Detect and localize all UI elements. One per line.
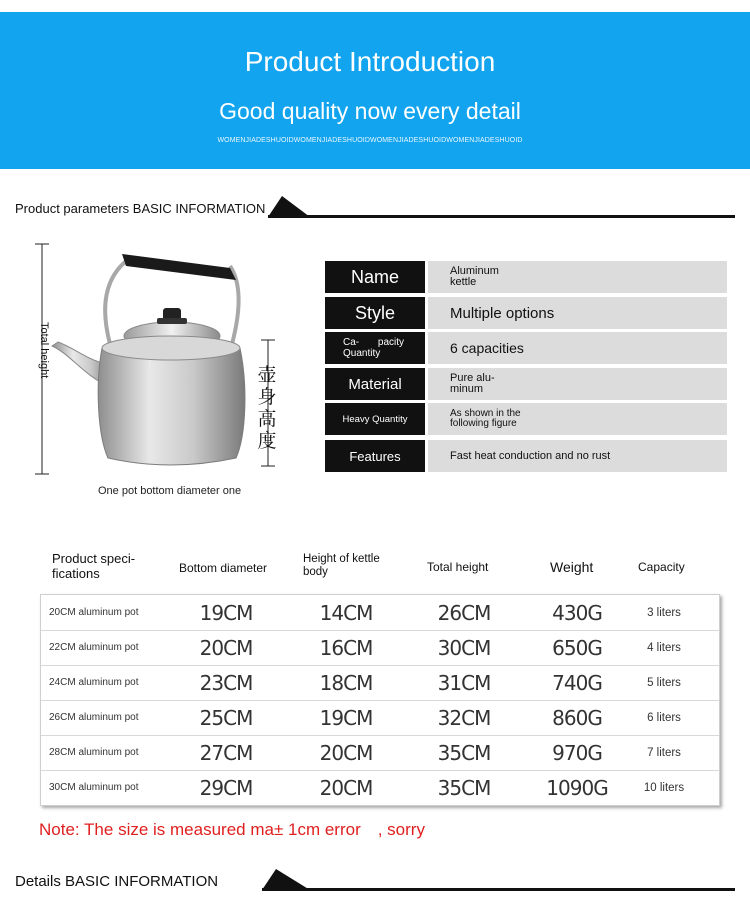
spec-cell-body-height: 19CM — [319, 705, 373, 730]
spec-cell-weight: 860G — [552, 705, 602, 730]
spec-cell-bottom: 20CM — [199, 635, 253, 660]
banner-subtitle: Good quality now every detail — [219, 98, 521, 124]
header-banner — [0, 12, 750, 169]
spec-cell-total-height: 31CM — [437, 670, 491, 695]
info-key-text: Ca- pacity Quantity — [343, 337, 405, 359]
spec-cell-body-height: 16CM — [319, 635, 373, 660]
spec-header-body-height: Height of kettle body — [303, 553, 380, 578]
spec-cell-capacity: 3 liters — [647, 606, 681, 619]
spec-cell-capacity: 10 liters — [643, 781, 685, 794]
heading-tab-shape — [268, 196, 310, 217]
info-key: Heavy Quantity — [325, 403, 425, 435]
spec-cell-bottom: 29CM — [199, 775, 253, 800]
details-heading: Details BASIC INFORMATION — [15, 873, 219, 890]
spec-cell-total-height: 35CM — [437, 775, 491, 800]
size-note: Note: The size is measured ma± 1cm error , sorry — [39, 820, 425, 839]
total-height-label: Total height — [38, 322, 50, 379]
spec-cell-weight: 970G — [552, 740, 602, 765]
info-row-weight — [325, 403, 727, 435]
info-value: Multiple options — [428, 297, 727, 329]
info-row-features — [325, 440, 727, 472]
info-key: Style — [325, 297, 425, 329]
spec-header-capacity: Capacity — [638, 560, 685, 574]
kettle-image — [30, 236, 290, 496]
spec-cell-name: 20CM aluminum pot — [49, 607, 139, 618]
info-value — [428, 403, 727, 435]
spec-cell-bottom: 25CM — [199, 705, 253, 730]
spec-cell-total-height: 35CM — [437, 740, 491, 765]
info-value-text: Fast heat conduction and no rust — [450, 449, 611, 462]
info-row-material — [325, 368, 727, 400]
table-row — [41, 595, 719, 631]
info-value — [428, 368, 727, 400]
spec-cell-name: 22CM aluminum pot — [49, 642, 139, 653]
spec-cell-total-height: 30CM — [437, 635, 491, 660]
banner-title: Product Introduction — [244, 46, 496, 77]
spec-header-weight: Weight — [550, 559, 594, 575]
spec-cell-total-height: 32CM — [437, 705, 491, 730]
table-row — [41, 735, 719, 771]
spec-header-total-height: Total height — [427, 560, 489, 574]
spec-cell-weight: 650G — [552, 635, 602, 660]
info-value-text: As shown in the following figure — [450, 408, 521, 429]
kettle-caption: One pot bottom diameter one — [98, 485, 242, 497]
spec-cell-name: 30CM aluminum pot — [49, 782, 139, 793]
spec-cell-capacity: 7 liters — [647, 746, 681, 759]
spec-header-product: Product speci- fications — [52, 551, 136, 581]
table-row — [41, 665, 719, 701]
info-value — [428, 440, 727, 472]
spec-cell-bottom: 19CM — [199, 600, 253, 625]
table-row — [41, 770, 719, 805]
spec-cell-capacity: 5 liters — [647, 676, 681, 689]
info-key — [325, 332, 425, 364]
spec-cell-bottom: 23CM — [199, 670, 253, 695]
info-row-capacity — [325, 332, 727, 364]
spec-cell-weight: 740G — [552, 670, 602, 695]
kettle-illustration — [30, 236, 290, 496]
spec-cell-capacity: 6 liters — [647, 711, 681, 724]
info-row-style — [325, 297, 727, 329]
spec-cell-capacity: 4 liters — [647, 641, 681, 654]
info-value: 6 capacities — [428, 332, 727, 364]
spec-cell-name: 26CM aluminum pot — [49, 712, 139, 723]
info-value — [428, 261, 727, 293]
heading-rule — [262, 888, 735, 891]
info-value-text: Pure alu- minum — [450, 372, 495, 395]
spec-cell-bottom: 27CM — [199, 740, 253, 765]
spec-cell-name: 28CM aluminum pot — [49, 747, 139, 758]
params-heading: Product parameters BASIC INFORMATION — [15, 201, 266, 216]
spec-cell-weight: 430G — [552, 600, 602, 625]
spec-cell-weight: 1090G — [546, 775, 608, 800]
info-key: Features — [325, 440, 425, 472]
spec-table — [40, 594, 720, 806]
table-row — [41, 700, 719, 736]
spec-cell-total-height: 26CM — [437, 600, 491, 625]
heading-tab-shape — [262, 869, 310, 890]
info-key: Material — [325, 368, 425, 400]
info-key: Name — [325, 261, 425, 293]
table-row — [41, 630, 719, 666]
spec-cell-body-height: 18CM — [319, 670, 373, 695]
spec-cell-body-height: 14CM — [319, 600, 373, 625]
banner-watermark-text: WOMENJIADESHUOIDWOMENJIADESHUOIDWOMENJIADESHUOIDWOMENJIADESHUOID — [217, 137, 523, 144]
spec-cell-body-height: 20CM — [319, 775, 373, 800]
info-value-text: Aluminum kettle — [450, 265, 499, 288]
body-height-label: 壶身高度 — [257, 364, 277, 452]
info-row-name — [325, 261, 727, 293]
spec-cell-name: 24CM aluminum pot — [49, 677, 139, 688]
spec-header-bottom: Bottom diameter — [179, 561, 268, 575]
spec-cell-body-height: 20CM — [319, 740, 373, 765]
heading-rule — [268, 215, 735, 218]
